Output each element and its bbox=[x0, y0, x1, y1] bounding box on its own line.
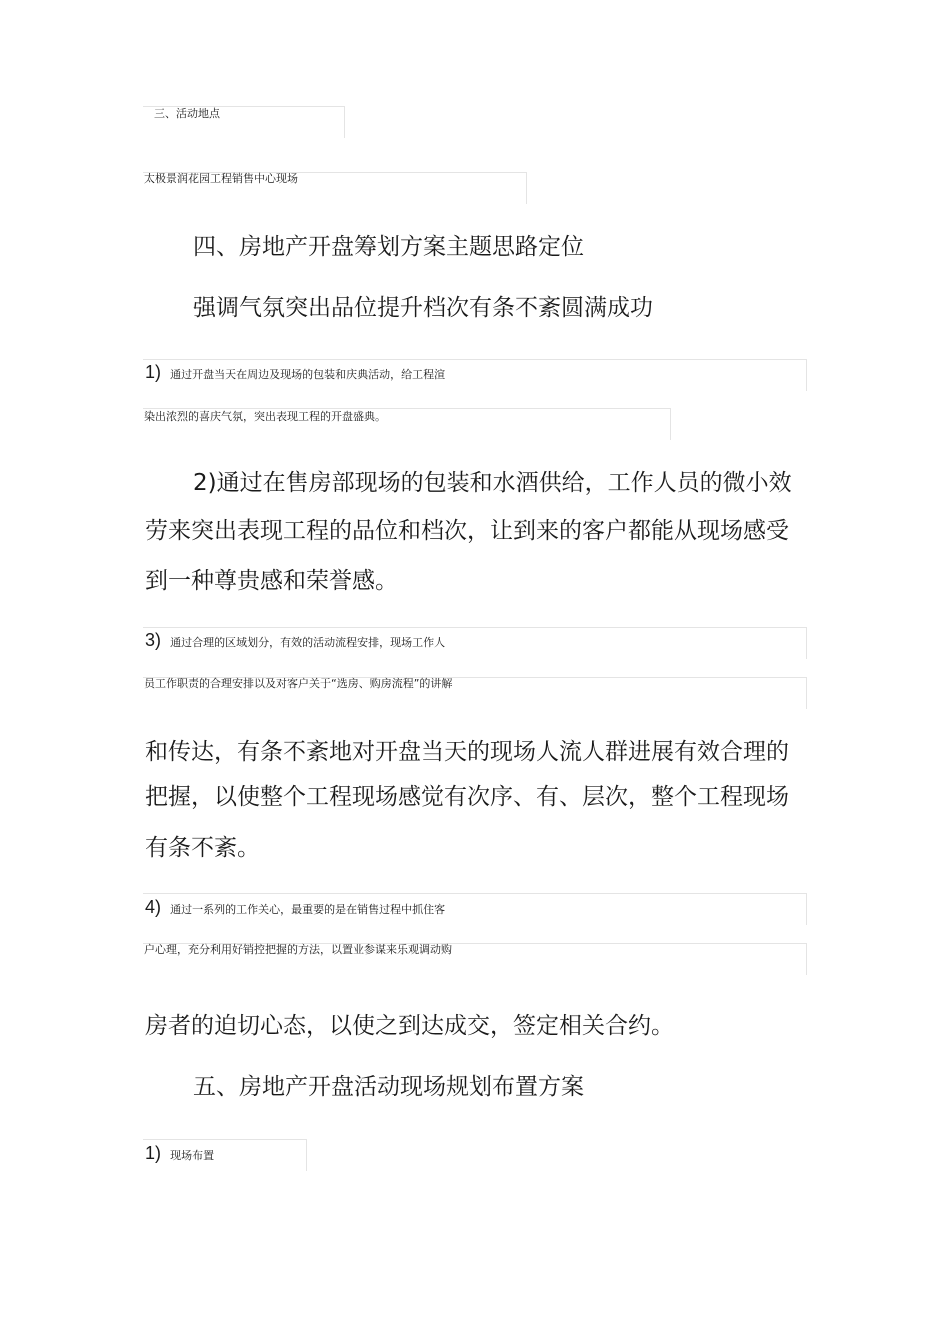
item2-line3: 到一种尊贵感和荣誉感。 bbox=[145, 568, 398, 594]
item3-number: 3) bbox=[145, 630, 162, 650]
item4-line2: 户心理，充分利用好销控把握的方法，以置业参谋来乐观调动购 bbox=[144, 943, 452, 956]
item1-number: 1) bbox=[145, 362, 162, 382]
item4-line1 bbox=[145, 897, 445, 918]
item1-line2: 染出浓烈的喜庆气氛，突出表现工程的开盘盛典。 bbox=[144, 410, 386, 423]
section5-heading: 五、房地产开盘活动现场规划布置方案 bbox=[193, 1074, 584, 1100]
item3-line1 bbox=[145, 630, 445, 651]
section5-item1 bbox=[145, 1143, 214, 1164]
item2-line2: 劳来突出表现工程的品位和档次，让到来的客户都能从现场感受 bbox=[145, 518, 789, 544]
item4-number: 4) bbox=[145, 897, 162, 917]
item1-line1-text: 通过开盘当天在周边及现场的包装和庆典活动，给工程渲 bbox=[170, 368, 446, 381]
section3-heading: 三、活动地点 bbox=[154, 107, 220, 120]
section5-item1-number: 1) bbox=[145, 1143, 162, 1163]
item3-line5: 有条不紊。 bbox=[145, 835, 260, 861]
section4-heading: 四、房地产开盘筹划方案主题思路定位 bbox=[193, 234, 584, 260]
item2-line1: 2)通过在售房部现场的包装和水酒供给，工作人员的微小效 bbox=[193, 470, 792, 496]
item3-line3: 和传达，有条不紊地对开盘当天的现场人流人群进展有效合理的 bbox=[145, 739, 789, 765]
item1-line1 bbox=[145, 362, 445, 383]
section4-theme: 强调气氛突出品位提升档次有条不紊圆满成功 bbox=[193, 295, 653, 321]
section5-item1-text: 现场布置 bbox=[170, 1149, 215, 1162]
item3-line1-text: 通过合理的区域划分，有效的活动流程安排，现场工作人 bbox=[170, 636, 446, 649]
location-text: 太极景润花园工程销售中心现场 bbox=[144, 172, 298, 185]
item3-line4: 把握，以使整个工程现场感觉有次序、有、层次，整个工程现场 bbox=[145, 784, 789, 810]
item4-line1-text: 通过一系列的工作关心，最重要的是在销售过程中抓住客 bbox=[170, 903, 446, 916]
item3-line2: 员工作职责的合理安排以及对客户关于“选房、购房流程”的讲解 bbox=[144, 677, 453, 690]
item4-line3: 房者的迫切心态，以使之到达成交，签定相关合约。 bbox=[145, 1013, 674, 1039]
